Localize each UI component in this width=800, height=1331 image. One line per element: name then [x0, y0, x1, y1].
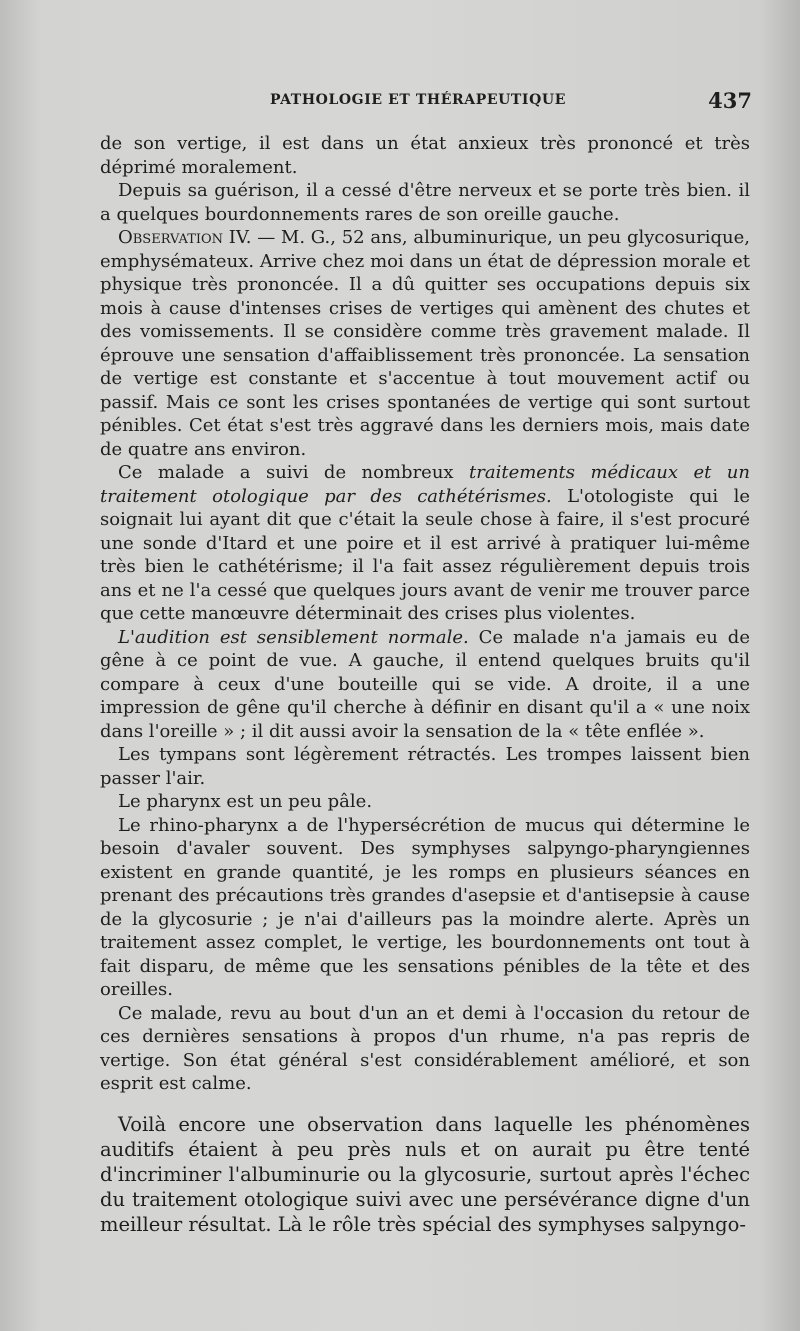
audition-italic: L'audition est sensiblement normale. [118, 626, 469, 648]
audition-text: Ce malade n'a jamais eu de gêne à ce point de vue. A gauche, il entend quelques bruits qu'il compare à ceux d'une bouteille qui se vide. A droite, il a une impression de gêne qu'il cherche à définir en disant qu'il a « une noix dans l'oreille » ; il dit aussi avoir la sensation de la « tête enflée ». [100, 626, 750, 742]
running-title: PATHOLOGIE ET THÉRAPEUTIQUE [270, 92, 566, 108]
body-text [100, 132, 750, 1237]
observation-label: Observation IV. [118, 227, 252, 248]
paragraph-treatments [100, 461, 750, 626]
paragraph-conclusion: Voilà encore une observation dans laquelle les phénomènes auditifs étaient à peu près nuls et on aurait pu être tenté d'incriminer l'albuminurie ou la glycosurie, surtout après l'échec du traitement otologique suivi avec une persévérance digne d'un meilleur résultat. Là le rôle très spécial des symphyses salpyngo- [100, 1112, 750, 1236]
paragraph-tympans: Les tympans sont légèrement rétractés. Les trompes laissent bien passer l'air. [100, 744, 750, 789]
observation-text: — M. G., 52 ans, albuminurique, un peu glycosurique, emphysémateux. Arrive chez moi dans un état de dépression morale et physique très prononcée. Il a dû quitter ses occupations depuis six mois à cause d'intenses crises de vertiges qui amènent des chutes et des vomissements. Il se considère comme très gravement malade. Il éprouve une sensation d'affaiblissement très prononcée. La sensation de vertige est constante et s'accentue à tout mouvement actif ou passif. Mais ce sont les crises spontanées de vertige qui sont surtout pénibles. Cet état s'est très aggravé dans les derniers mois, mais date de quatre ans environ. [100, 227, 750, 460]
paragraph-follow-up: Ce malade, revu au bout d'un an et demi à l'occasion du retour de ces dernières sensations à propos d'un rhume, n'a pas repris de vertige. Son état général s'est considérablement amélioré, et son esprit est calme. [100, 1002, 750, 1094]
paragraph-1: de son vertige, il est dans un état anxieux très prononcé et très déprimé moralement. [100, 133, 750, 178]
page-number: 437 [708, 88, 752, 113]
page-header [100, 88, 752, 112]
treatments-italic: traitements médicaux et un traitement otologique par des cathétérismes. [100, 462, 750, 507]
paragraph-audition [100, 626, 750, 744]
paragraph-pharynx: Le pharynx est un peu pâle. [118, 791, 373, 812]
paragraph-rhino-pharynx: Le rhino-pharynx a de l'hypersécrétion de mucus qui détermine le besoin d'avaler souvent. Des symphyses salpyngo-pharyngiennes existent en grande quantité, je les romps en plusieurs séances en prenant des précautions très grandes d'asepsie et d'antisepsie à cause de la glycosurie ; je n'ai d'ailleurs pas la moindre alerte. Après un traitement assez complet, le vertige, les bourdonnements ont tout à fait disparu, de même que les sensations pénibles de la tête et des oreilles. [100, 814, 750, 1000]
treatments-text-b: L'otologiste qui le soignait lui ayant dit que c'était la seule chose à faire, il s'est procuré une sonde d'Itard et une poire et il est arrivé à pratiquer lui-même très bien le cathétérisme; il l'a fait assez régulièrement depuis trois ans et ne l'a cessé que quelques jours avant de venir me trouver parce que cette manœuvre déterminait des crises plus violentes. [100, 485, 750, 624]
treatments-text-a: Ce malade a suivi de nombreux [118, 462, 470, 483]
paragraph-observation-iv [100, 226, 750, 461]
paragraph-2: Depuis sa guérison, il a cessé d'être nerveux et se porte très bien. il a quelques bourdonnements rares de son oreille gauche. [100, 180, 750, 225]
